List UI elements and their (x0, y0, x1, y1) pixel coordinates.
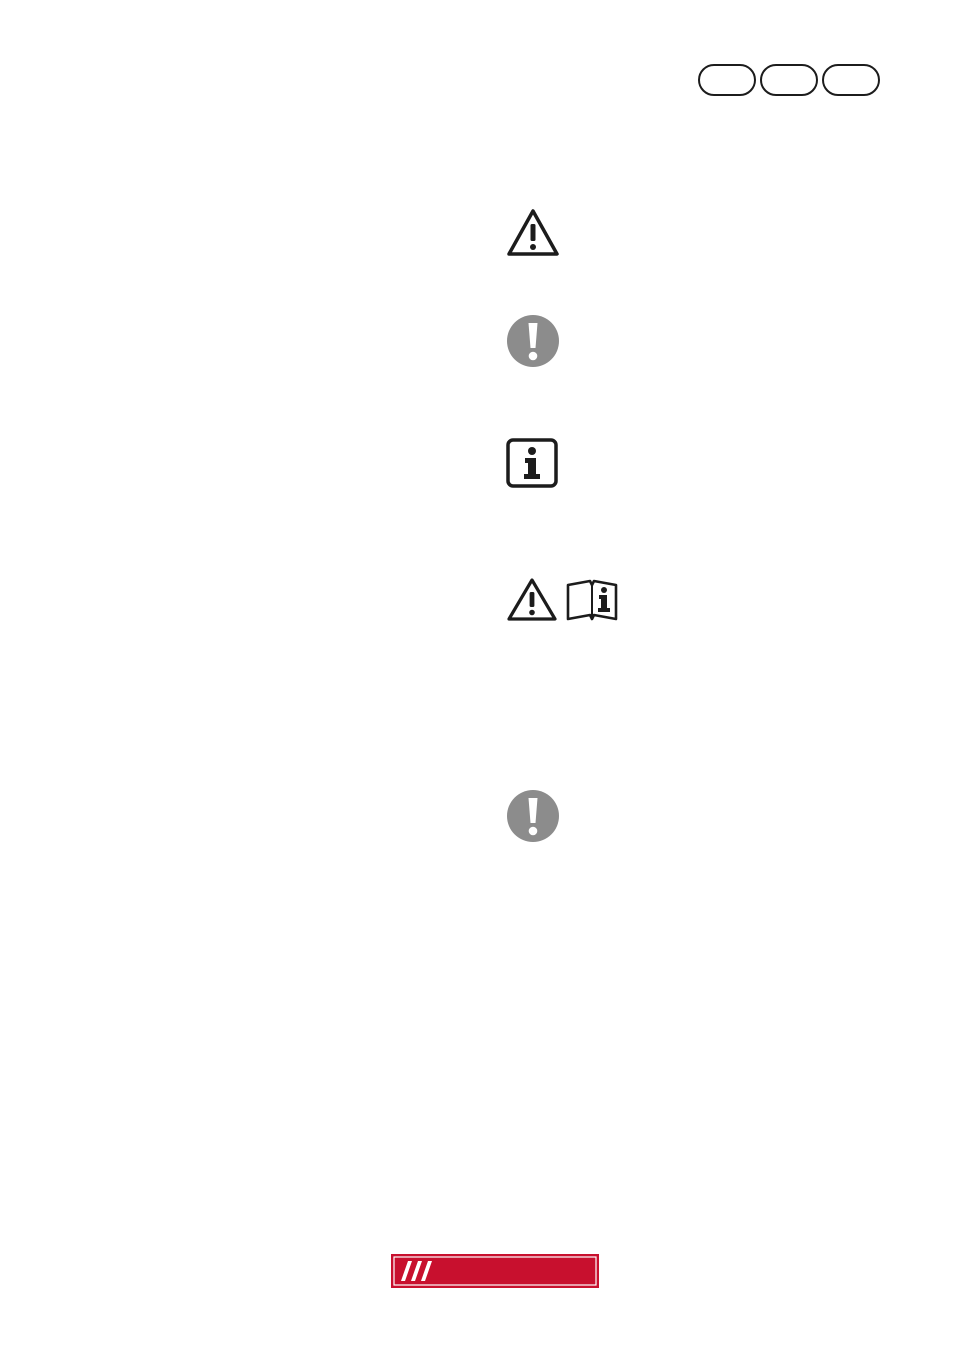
accident-prevention-subheading (506, 934, 896, 959)
parkside-logo (391, 1254, 599, 1288)
country-badge-de (698, 64, 756, 96)
info-icon (506, 438, 560, 490)
warning-triangle-icon (506, 207, 560, 259)
symbol-item-info (506, 438, 560, 490)
read-manual-icon (564, 579, 620, 621)
symbol-item-risk (506, 788, 560, 844)
symbol-item-mandatory (506, 313, 560, 369)
mandatory-sign-icon (506, 788, 560, 844)
country-badges (698, 64, 880, 96)
country-badge-at (760, 64, 818, 96)
mandatory-sign-icon (506, 313, 560, 369)
warning-triangle-icon (506, 577, 558, 623)
symbol-item-warning (506, 207, 560, 259)
country-badge-ch (822, 64, 880, 96)
